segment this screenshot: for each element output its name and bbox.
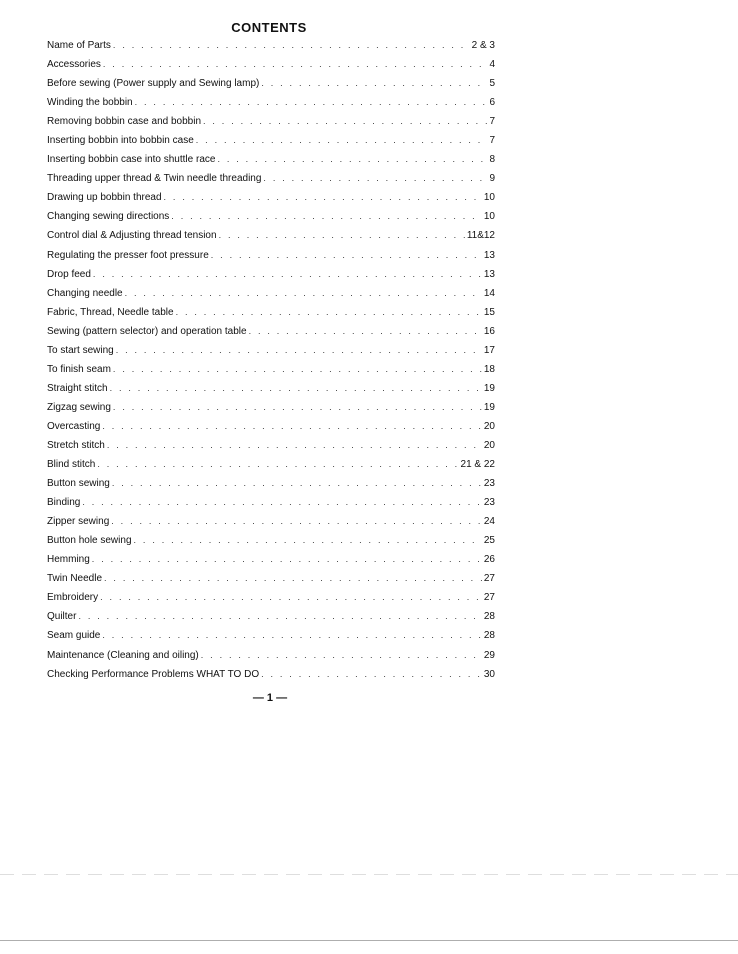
- toc-dot-leader: [93, 269, 482, 279]
- toc-dot-leader: [116, 345, 482, 355]
- toc-dot-leader: [113, 364, 482, 374]
- toc-entry-label: Drawing up bobbin thread: [47, 192, 162, 204]
- toc-entry-page: 2 & 3: [471, 40, 495, 51]
- toc-entry-label: Twin Needle: [47, 573, 103, 585]
- toc-entry: [47, 535, 495, 554]
- scan-artifact-line: [0, 874, 738, 875]
- toc-dot-leader: [171, 211, 482, 221]
- toc-dot-leader: [176, 307, 482, 317]
- toc-dot-leader: [203, 116, 487, 126]
- toc-entry-page: 7: [489, 135, 495, 147]
- toc-entry: [47, 364, 495, 383]
- toc-entry-label: Inserting bobbin case into shuttle race: [47, 154, 216, 166]
- toc-entry-label: Button sewing: [47, 478, 110, 490]
- toc-dot-leader: [100, 592, 482, 602]
- scan-artifact-line: [0, 940, 738, 941]
- toc-entry-label: Seam guide: [47, 630, 101, 642]
- toc-entry-page: 10: [483, 211, 495, 223]
- toc-entry-label: Drop feed: [47, 268, 91, 280]
- toc-entry-page: 21 & 22: [460, 459, 495, 471]
- toc-entry: [47, 421, 495, 440]
- toc-dot-leader: [261, 669, 482, 679]
- toc-dot-leader: [113, 40, 470, 50]
- toc-entry: [47, 59, 495, 78]
- toc-entry-label: Control dial & Adjusting thread tension: [47, 230, 217, 242]
- toc-dot-leader: [134, 535, 482, 545]
- table-of-contents: [47, 40, 495, 688]
- toc-entry: [47, 211, 495, 230]
- toc-entry: [47, 402, 495, 421]
- toc-entry-page: 20: [483, 420, 495, 432]
- toc-entry-label: Embroidery: [47, 592, 99, 604]
- toc-entry-label: Straight stitch: [47, 382, 108, 394]
- toc-entry: [47, 554, 495, 573]
- toc-dot-leader: [82, 497, 482, 507]
- toc-entry: [47, 516, 495, 535]
- toc-entry: [47, 230, 495, 249]
- toc-entry-page: 25: [483, 535, 495, 547]
- toc-entry-page: 16: [483, 325, 495, 337]
- toc-entry-label: Winding the bobbin: [47, 97, 133, 109]
- toc-entry-label: Name of Parts: [47, 40, 111, 51]
- toc-entry-page: 13: [483, 249, 495, 261]
- toc-entry-page: 10: [483, 192, 495, 204]
- toc-entry-page: 29: [483, 649, 495, 661]
- toc-entry-page: 6: [489, 97, 495, 109]
- toc-entry-label: Accessories: [47, 59, 101, 71]
- toc-entry-label: To finish seam: [47, 363, 111, 375]
- toc-entry-label: Changing sewing directions: [47, 211, 170, 223]
- toc-entry-label: Regulating the presser foot pressure: [47, 249, 209, 261]
- toc-entry-page: 15: [483, 306, 495, 318]
- toc-entry-label: Fabric, Thread, Needle table: [47, 306, 174, 318]
- toc-entry-label: Threading upper thread & Twin needle threading: [47, 173, 262, 185]
- toc-entry-page: 7: [489, 116, 495, 128]
- toc-dot-leader: [111, 516, 482, 526]
- toc-entry-page: 8: [489, 154, 495, 166]
- toc-entry-page: 26: [483, 554, 495, 566]
- toc-entry: [47, 345, 495, 364]
- toc-entry-page: 5: [489, 78, 495, 90]
- toc-entry-page: 30: [483, 668, 495, 680]
- toc-entry-page: 28: [483, 611, 495, 623]
- toc-entry-page: 19: [483, 401, 495, 413]
- page-title: CONTENTS: [231, 20, 307, 35]
- toc-entry-page: 17: [483, 344, 495, 356]
- toc-entry-page: 27: [483, 573, 495, 585]
- toc-entry-label: Blind stitch: [47, 459, 96, 471]
- toc-dot-leader: [78, 611, 481, 621]
- toc-entry: [47, 288, 495, 307]
- toc-dot-leader: [97, 459, 458, 469]
- toc-entry: [47, 669, 495, 688]
- toc-entry-label: Hemming: [47, 554, 90, 566]
- toc-dot-leader: [261, 78, 487, 88]
- toc-entry: [47, 307, 495, 326]
- toc-entry: [47, 269, 495, 288]
- toc-entry-label: Binding: [47, 497, 81, 509]
- toc-dot-leader: [217, 154, 487, 164]
- toc-dot-leader: [112, 478, 482, 488]
- toc-entry-label: Button hole sewing: [47, 535, 132, 547]
- toc-entry-page: 11&12: [466, 230, 495, 242]
- toc-entry-label: Overcasting: [47, 420, 101, 432]
- toc-entry: [47, 459, 495, 478]
- toc-entry: [47, 78, 495, 97]
- toc-entry-label: Before sewing (Power supply and Sewing lamp): [47, 78, 260, 90]
- toc-entry: [47, 440, 495, 459]
- page-number: — 1 —: [252, 692, 288, 704]
- toc-entry-label: Changing needle: [47, 287, 123, 299]
- toc-entry: [47, 116, 495, 135]
- toc-entry-label: Removing bobbin case and bobbin: [47, 116, 201, 128]
- toc-entry-page: 24: [483, 516, 495, 528]
- toc-dot-leader: [107, 440, 482, 450]
- toc-entry: [47, 135, 495, 154]
- toc-dot-leader: [164, 192, 482, 202]
- toc-entry-page: 14: [483, 287, 495, 299]
- toc-entry-page: 9: [489, 173, 495, 185]
- toc-entry-label: Checking Performance Problems WHAT TO DO: [47, 668, 260, 680]
- toc-entry-label: Stretch stitch: [47, 439, 105, 451]
- toc-entry-page: 18: [483, 363, 495, 375]
- toc-entry-page: 4: [489, 59, 495, 71]
- toc-entry-page: 19: [483, 382, 495, 394]
- toc-dot-leader: [125, 288, 482, 298]
- toc-dot-leader: [102, 421, 482, 431]
- toc-entry-page: 23: [483, 478, 495, 490]
- toc-dot-leader: [110, 383, 482, 393]
- toc-dot-leader: [102, 630, 482, 640]
- toc-entry: [47, 192, 495, 211]
- toc-dot-leader: [201, 650, 482, 660]
- toc-entry-label: Zipper sewing: [47, 516, 110, 528]
- toc-dot-leader: [135, 97, 488, 107]
- toc-entry-label: Sewing (pattern selector) and operation table: [47, 325, 247, 337]
- toc-entry-label: Inserting bobbin into bobbin case: [47, 135, 194, 147]
- toc-entry-label: Quilter: [47, 611, 77, 623]
- toc-entry: [47, 497, 495, 516]
- toc-entry-page: 27: [483, 592, 495, 604]
- toc-entry-page: 23: [483, 497, 495, 509]
- toc-entry: [47, 173, 495, 192]
- toc-entry: [47, 630, 495, 649]
- toc-entry: [47, 250, 495, 269]
- toc-entry: [47, 154, 495, 173]
- toc-dot-leader: [104, 573, 482, 583]
- toc-dot-leader: [196, 135, 488, 145]
- toc-entry: [47, 478, 495, 497]
- toc-dot-leader: [113, 402, 482, 412]
- toc-dot-leader: [92, 554, 482, 564]
- toc-dot-leader: [219, 230, 465, 240]
- toc-dot-leader: [249, 326, 482, 336]
- toc-dot-leader: [211, 250, 482, 260]
- toc-entry: [47, 650, 495, 669]
- toc-entry: [47, 326, 495, 345]
- toc-entry: [47, 40, 495, 59]
- toc-entry: [47, 592, 495, 611]
- toc-entry-label: Maintenance (Cleaning and oiling): [47, 649, 199, 661]
- toc-entry: [47, 97, 495, 116]
- toc-dot-leader: [103, 59, 488, 69]
- toc-entry: [47, 611, 495, 630]
- toc-entry: [47, 573, 495, 592]
- toc-entry-page: 13: [483, 268, 495, 280]
- toc-entry-page: 28: [483, 630, 495, 642]
- toc-entry-page: 20: [483, 439, 495, 451]
- toc-entry: [47, 383, 495, 402]
- toc-dot-leader: [263, 173, 487, 183]
- toc-entry-label: To start sewing: [47, 344, 114, 356]
- toc-entry-label: Zigzag sewing: [47, 401, 111, 413]
